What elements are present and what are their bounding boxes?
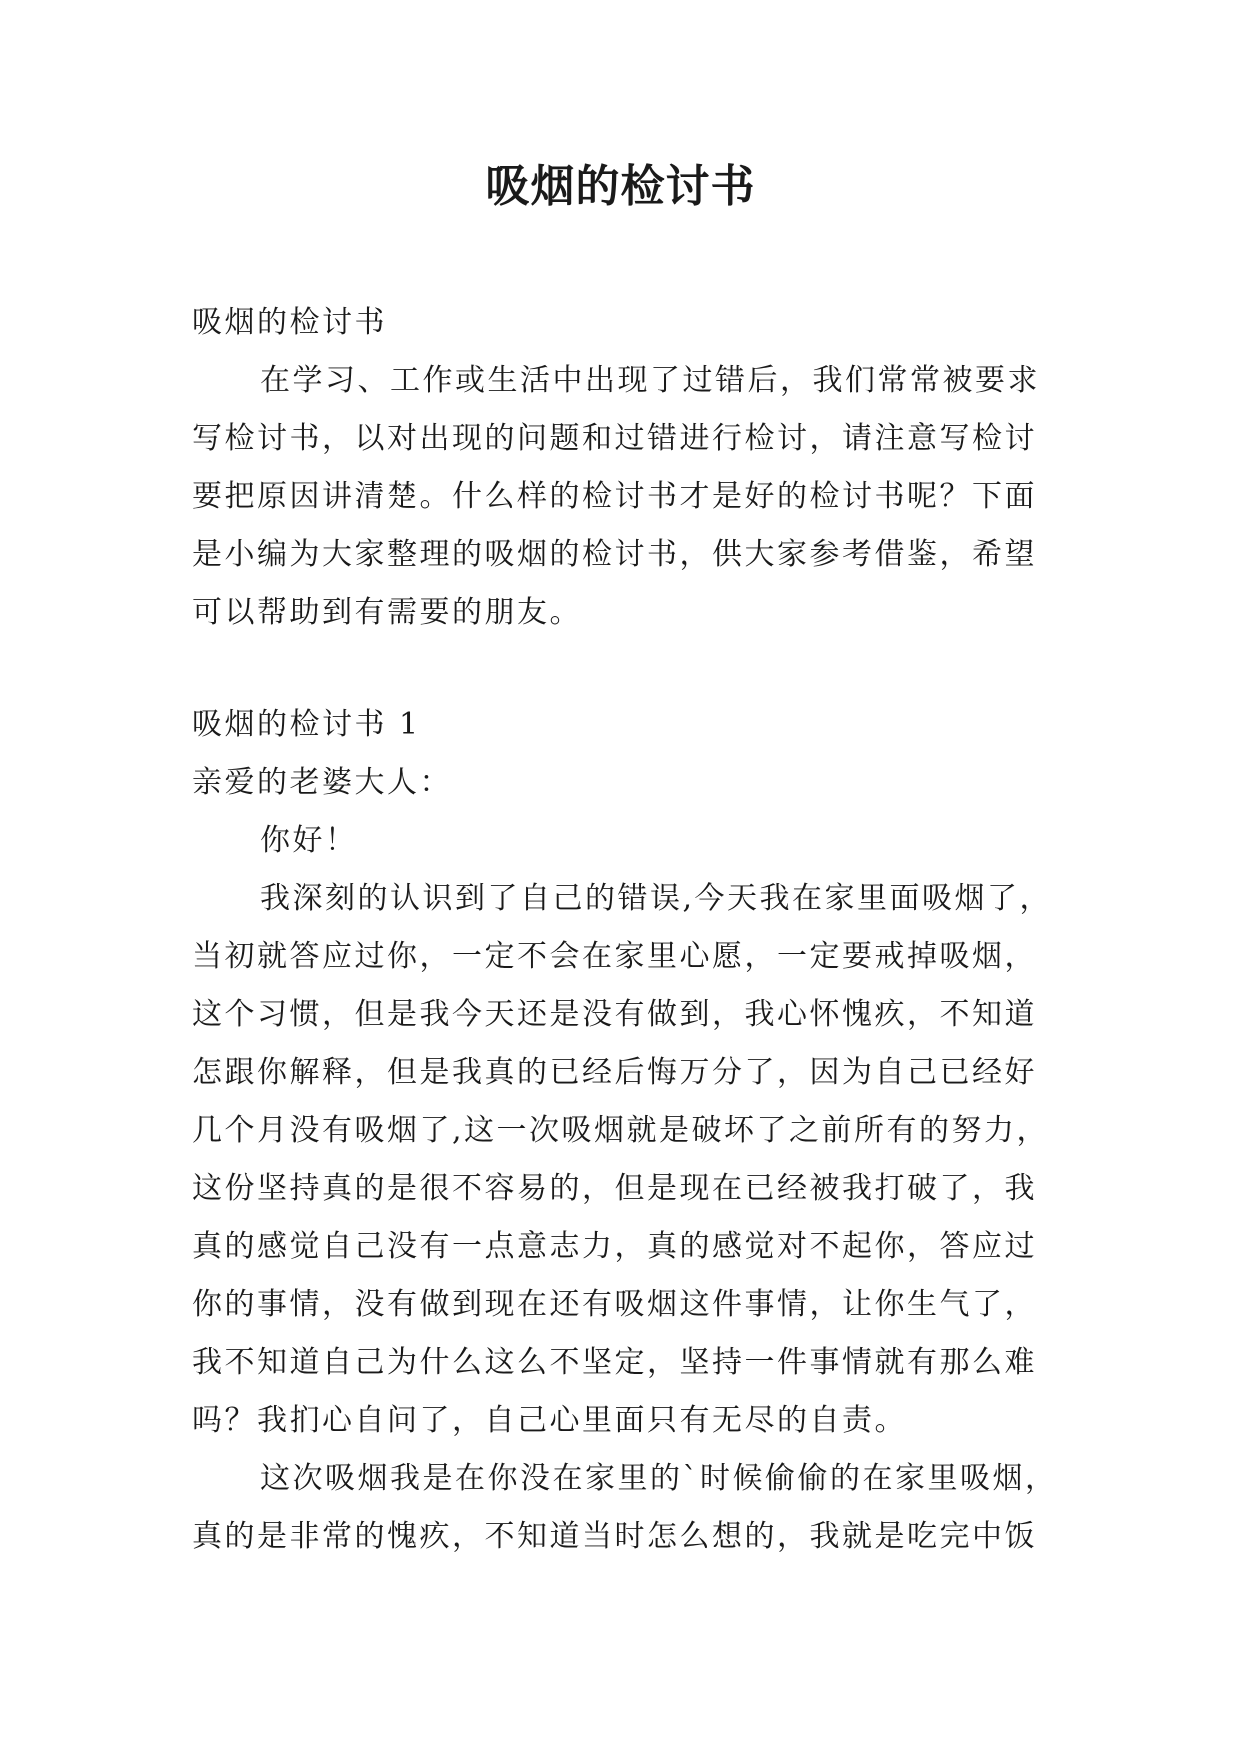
paragraph-line: 怎跟你解释，但是我真的已经后悔万分了，因为自己已经好	[192, 1055, 1037, 1090]
letter-section	[192, 696, 1072, 1566]
paragraph-line: 我不知道自己为什么这么不坚定，坚持一件事情就有那么难	[192, 1345, 1037, 1380]
paragraph-line: 这个习惯，但是我今天还是没有做到，我心怀愧疚，不知道	[192, 997, 1037, 1032]
intro-heading: 吸烟的检讨书	[192, 305, 387, 340]
greeting: 你好！	[260, 823, 358, 858]
intro-line: 写检讨书，以对出现的问题和过错进行检讨，请注意写检讨	[192, 421, 1037, 456]
salutation: 亲爱的老婆大人：	[192, 765, 452, 800]
paragraph-line: 几个月没有吸烟了,这一次吸烟就是破坏了之前所有的努力，	[192, 1113, 1050, 1148]
paragraph-line: 真的感觉自己没有一点意志力，真的感觉对不起你，答应过	[192, 1229, 1037, 1264]
intro-line: 可以帮助到有需要的朋友。	[192, 595, 582, 630]
intro-section	[192, 294, 1072, 642]
paragraph-line: 我深刻的认识到了自己的错误,今天我在家里面吸烟了，	[260, 881, 1053, 916]
section-heading: 吸烟的检讨书 1	[192, 707, 421, 742]
intro-line: 要把原因讲清楚。什么样的检讨书才是好的检讨书呢？下面	[192, 479, 1037, 514]
paragraph-line: 当初就答应过你，一定不会在家里心愿，一定要戒掉吸烟，	[192, 939, 1037, 974]
paragraph-line: 吗？我扪心自问了，自己心里面只有无尽的自责。	[192, 1403, 907, 1438]
intro-line: 在学习、工作或生活中出现了过错后，我们常常被要求	[260, 363, 1040, 398]
paragraph-line: 这份坚持真的是很不容易的，但是现在已经被我打破了，我	[192, 1171, 1037, 1206]
paragraph-line: 这次吸烟我是在你没在家里的`时候偷偷的在家里吸烟，	[260, 1461, 1058, 1496]
page-title: 吸烟的检讨书	[485, 161, 756, 212]
paragraph-line: 你的事情，没有做到现在还有吸烟这件事情，让你生气了，	[192, 1287, 1037, 1322]
intro-line: 是小编为大家整理的吸烟的检讨书，供大家参考借鉴，希望	[192, 537, 1037, 572]
paragraph-line: 真的是非常的愧疚，不知道当时怎么想的，我就是吃完中饭	[192, 1519, 1037, 1554]
